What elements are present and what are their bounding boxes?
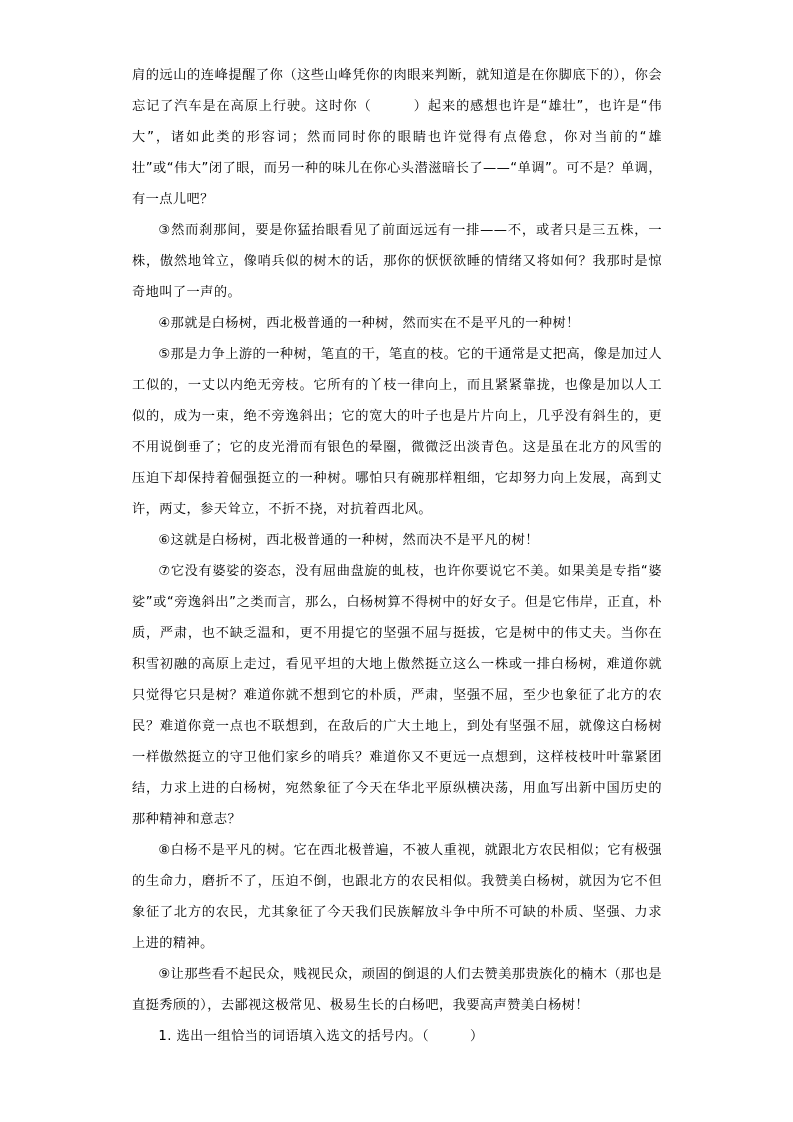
paragraph-9: ⑨让那些看不起民众，贱视民众，顽固的倒退的人们去赞美那贵族化的楠木（那也是直挺秀颀的），去鄙视这极常见、极易生长的白杨吧，我要高声赞美白杨树！ — [132, 967, 662, 1013]
paragraph-3: ③然而刹那间，要是你猛抬眼看见了前面远远有一排——不，或者只是三五株，一株，傲然地耸立，像哨兵似的树木的话，那你的恹恹欲睡的情绪又将如何？我那时是惊奇地叫了一声的。 — [132, 223, 662, 300]
document-page — [132, 60, 662, 1052]
paragraph-continuation: 肩的远山的连峰提醒了你（这些山峰凭你的肉眼来判断，就知道是在你脚底下的），你会忘记了汽车是在高原上行驶。这时你（ ）起来的感想也许是“雄壮”，也许是“伟大”，诸如此类的形容词；然而同时你的眼睛也许觉得有点倦怠，你对当前的“雄壮”或“伟大”闭了眼，而另一种的味儿在你心头潜滋暗长了——“单调”。可不是？单调，有一点儿吧？ — [132, 68, 662, 207]
paragraph-8: ⑧白杨不是平凡的树。它在西北极普遍，不被人重视，就跟北方农民相似；它有极强的生命力，磨折不了，压迫不倒，也跟北方的农民相似。我赞美白杨树，就因为它不但象征了北方的农民，尤其象征了今天我们民族解放斗争中所不可缺的朴质、坚强、力求上进的精神。 — [132, 843, 662, 951]
paragraph-7: ⑦它没有婆娑的姿态，没有屈曲盘旋的虬枝，也许你要说它不美。如果美是专指“婆娑”或“旁逸斜出”之类而言，那么，白杨树算不得树中的好女子。但是它伟岸，正直，朴质，严肃，也不缺乏温和，更不用提它的坚强不屈与挺拔，它是树中的伟丈夫。当你在积雪初融的高原上走过，看见平坦的大地上傲然挺立这么一株或一排白杨树，难道你就只觉得它只是树？难道你就不想到它的朴质，严肃，坚强不屈，至少也象征了北方的农民？难道你竟一点也不联想到，在敌后的广大土地上，到处有坚强不屈，就像这白杨树一样傲然挺立的守卫他们家乡的哨兵？难道你又不更远一点想到，这样枝枝叶叶靠紧团结，力求上进的白杨树，宛然象征了今天在华北平原纵横决荡，用血写出新中国历史的那种精神和意志？ — [132, 564, 662, 827]
paragraph-5: ⑤那是力争上游的一种树，笔直的干，笔直的枝。它的干通常是丈把高，像是加过人工似的，一丈以内绝无旁枝。它所有的丫枝一律向上，而且紧紧靠拢，也像是加以人工似的，成为一束，绝不旁逸斜出；它的宽大的叶子也是片片向上，几乎没有斜生的，更不用说倒垂了；它的皮光滑而有银色的晕圈，微微泛出淡青色。这是虽在北方的风雪的压迫下却保持着倔强挺立的一种树。哪怕只有碗那样粗细，它却努力向上发展，高到丈许，两丈，参天耸立，不折不挠，对抗着西北风。 — [132, 347, 662, 517]
paragraph-4: ④那就是白杨树，西北极普通的一种树，然而实在不是平凡的一种树！ — [158, 316, 580, 331]
question-1: 1. 选出一组恰当的词语填入选文的括号内。（ ） — [158, 1029, 484, 1044]
paragraph-6: ⑥这就是白杨树，西北极普通的一种树，然而决不是平凡的树！ — [158, 533, 539, 548]
